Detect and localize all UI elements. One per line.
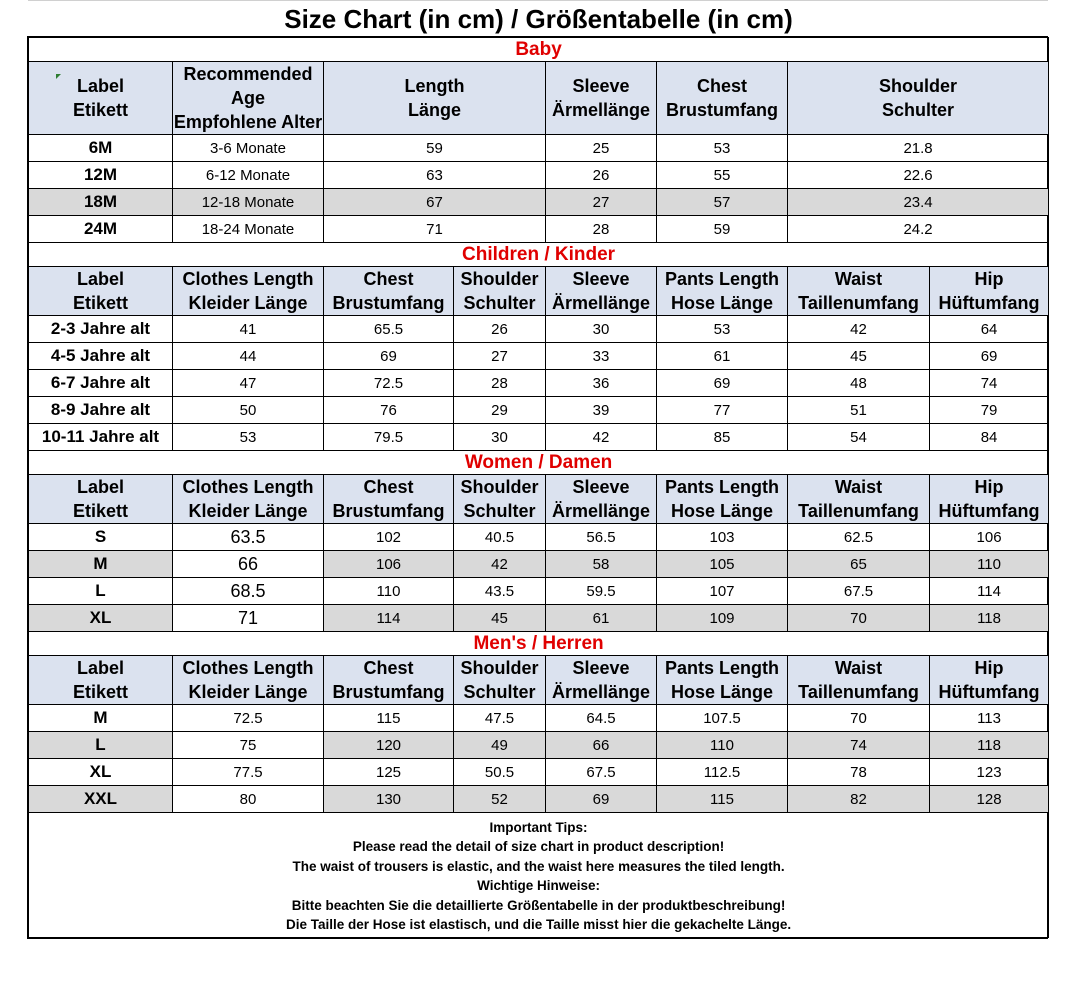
size-label-cell: 10-11 Jahre alt: [29, 424, 173, 451]
header-label-de: Etikett: [72, 501, 128, 521]
children-section-title: Children / Kinder: [29, 243, 1049, 267]
value-cell: 115: [324, 705, 454, 732]
value-cell: 79.5: [324, 424, 454, 451]
value-cell: 61: [546, 605, 657, 632]
tips-row: [29, 813, 1049, 938]
value-cell: 54: [788, 424, 930, 451]
value-cell: 69: [324, 343, 454, 370]
header-label-en: Sleeve: [572, 76, 630, 96]
column-header: [29, 62, 173, 135]
header-label-de: Brustumfang: [332, 682, 445, 702]
header-label-en: Label: [76, 76, 124, 96]
cell-comment-marker: [56, 74, 61, 79]
value-cell: 118: [930, 732, 1049, 759]
table-row: [29, 343, 1049, 370]
column-header: [173, 656, 324, 705]
value-cell: 47: [173, 370, 324, 397]
header-label-de: Hose Länge: [670, 682, 774, 702]
tip-line: Important Tips:: [489, 819, 588, 835]
size-table: [28, 37, 1049, 938]
value-cell: 22.6: [788, 162, 1049, 189]
column-header: [657, 475, 788, 524]
value-cell: 18-24 Monate: [173, 216, 324, 243]
value-cell: 66: [173, 551, 324, 578]
value-cell: 59: [324, 135, 546, 162]
value-cell: 75: [173, 732, 324, 759]
value-cell: 33: [546, 343, 657, 370]
value-cell: 65: [788, 551, 930, 578]
header-label-en: Clothes Length: [182, 477, 314, 497]
header-label-en: Waist: [834, 658, 883, 678]
value-cell: 85: [657, 424, 788, 451]
size-label-cell: 12M: [29, 162, 173, 189]
value-cell: 82: [788, 786, 930, 813]
column-header: [546, 656, 657, 705]
value-cell: 42: [454, 551, 546, 578]
table-row: [29, 370, 1049, 397]
value-cell: 74: [930, 370, 1049, 397]
table-row: [29, 786, 1049, 813]
header-label-de: Ärmellänge: [551, 293, 651, 313]
value-cell: 107.5: [657, 705, 788, 732]
value-cell: 84: [930, 424, 1049, 451]
header-label-en: Shoulder: [460, 269, 539, 289]
value-cell: 66: [546, 732, 657, 759]
header-label-en: Label: [76, 269, 124, 289]
value-cell: 43.5: [454, 578, 546, 605]
value-cell: 105: [657, 551, 788, 578]
value-cell: 72.5: [173, 705, 324, 732]
column-header: [788, 475, 930, 524]
value-cell: 114: [930, 578, 1049, 605]
value-cell: 53: [657, 316, 788, 343]
value-cell: 52: [454, 786, 546, 813]
column-header: [454, 656, 546, 705]
chart-title: Size Chart (in cm) / Größentabelle (in cm): [284, 4, 793, 34]
value-cell: 76: [324, 397, 454, 424]
value-cell: 45: [788, 343, 930, 370]
header-label-en: Pants Length: [664, 477, 779, 497]
value-cell: 55: [657, 162, 788, 189]
value-cell: 67.5: [546, 759, 657, 786]
header-label-de: Taillenumfang: [798, 682, 919, 702]
header-label-en: Hip: [974, 477, 1004, 497]
children-header-row: [29, 267, 1049, 316]
value-cell: 44: [173, 343, 324, 370]
value-cell: 79: [930, 397, 1049, 424]
table-row: [29, 578, 1049, 605]
header-label-en: Shoulder: [460, 658, 539, 678]
men-header-row: [29, 656, 1049, 705]
size-label-cell: XL: [29, 759, 173, 786]
header-label-en: Pants Length: [664, 658, 779, 678]
table-row: [29, 135, 1049, 162]
value-cell: 69: [930, 343, 1049, 370]
value-cell: 70: [788, 705, 930, 732]
header-label-en: Sleeve: [572, 477, 630, 497]
value-cell: 48: [788, 370, 930, 397]
size-label-cell: L: [29, 732, 173, 759]
column-header: [324, 267, 454, 316]
header-label-de: Brustumfang: [666, 100, 778, 120]
size-label-cell: 6M: [29, 135, 173, 162]
tip-line: The waist of trousers is elastic, and the waist here measures the tiled length.: [292, 858, 785, 874]
column-header: [657, 656, 788, 705]
header-label-en: Waist: [834, 269, 883, 289]
women-section-title: Women / Damen: [29, 451, 1049, 475]
header-label-de: Hüftumfang: [938, 682, 1040, 702]
column-header: [657, 267, 788, 316]
value-cell: 115: [657, 786, 788, 813]
value-cell: 58: [546, 551, 657, 578]
header-label-en: Chest: [363, 658, 414, 678]
header-label-en: Hip: [974, 658, 1004, 678]
baby-section-title: Baby: [29, 38, 1049, 62]
table-row: [29, 551, 1049, 578]
header-label-de: Kleider Länge: [188, 501, 308, 521]
value-cell: 53: [657, 135, 788, 162]
value-cell: 47.5: [454, 705, 546, 732]
column-header: [657, 62, 788, 135]
value-cell: 41: [173, 316, 324, 343]
value-cell: 65.5: [324, 316, 454, 343]
column-header: [930, 656, 1049, 705]
women-header-row: [29, 475, 1049, 524]
baby-header-row: [29, 62, 1049, 135]
value-cell: 110: [930, 551, 1049, 578]
column-header: [29, 267, 173, 316]
tip-line: Die Taille der Hose ist elastisch, und die Taille misst hier die gekachelte Länge.: [285, 917, 792, 932]
value-cell: 77: [657, 397, 788, 424]
header-label-de: Ärmellänge: [551, 682, 651, 702]
header-label-de: Etikett: [72, 293, 128, 313]
value-cell: 113: [930, 705, 1049, 732]
header-label-de: Etikett: [72, 100, 128, 120]
table-row: [29, 705, 1049, 732]
column-header: [788, 62, 1049, 135]
header-label-en: Shoulder: [460, 477, 539, 497]
size-label-cell: XL: [29, 605, 173, 632]
value-cell: 26: [546, 162, 657, 189]
header-label-de: Taillenumfang: [798, 293, 919, 313]
column-header: [930, 475, 1049, 524]
value-cell: 67: [324, 189, 546, 216]
header-label-en: Waist: [834, 477, 883, 497]
header-label-en: Recommended Age: [183, 64, 313, 108]
value-cell: 61: [657, 343, 788, 370]
header-label-de: Ärmellänge: [551, 100, 651, 120]
table-row: [29, 732, 1049, 759]
header-label-de: Empfohlene Alter: [173, 112, 323, 132]
top-rule: [28, 0, 1048, 1]
header-label-de: Kleider Länge: [188, 682, 308, 702]
table-row: [29, 162, 1049, 189]
header-label-de: Schulter: [882, 100, 955, 120]
value-cell: 71: [173, 605, 324, 632]
value-cell: 49: [454, 732, 546, 759]
header-label-de: Schulter: [463, 293, 536, 313]
value-cell: 27: [546, 189, 657, 216]
column-header: [454, 267, 546, 316]
tips-block: [29, 813, 1049, 938]
size-label-cell: XXL: [29, 786, 173, 813]
column-header: [788, 656, 930, 705]
value-cell: 63.5: [173, 524, 324, 551]
table-row: [29, 189, 1049, 216]
value-cell: 53: [173, 424, 324, 451]
value-cell: 27: [454, 343, 546, 370]
value-cell: 50: [173, 397, 324, 424]
value-cell: 114: [324, 605, 454, 632]
value-cell: 59.5: [546, 578, 657, 605]
tip-line: Please read the detail of size chart in product description!: [352, 839, 725, 854]
men-section-title: Men's / Herren: [29, 632, 1049, 656]
column-header: [454, 475, 546, 524]
value-cell: 74: [788, 732, 930, 759]
size-label-cell: M: [29, 551, 173, 578]
value-cell: 68.5: [173, 578, 324, 605]
header-label-en: Hip: [974, 269, 1004, 289]
value-cell: 107: [657, 578, 788, 605]
value-cell: 42: [788, 316, 930, 343]
header-label-de: Taillenumfang: [798, 501, 919, 521]
value-cell: 26: [454, 316, 546, 343]
header-label-de: Länge: [407, 100, 461, 120]
column-header: [324, 656, 454, 705]
value-cell: 120: [324, 732, 454, 759]
value-cell: 71: [324, 216, 546, 243]
value-cell: 62.5: [788, 524, 930, 551]
value-cell: 30: [546, 316, 657, 343]
size-chart: [27, 36, 1048, 939]
table-row: [29, 316, 1049, 343]
value-cell: 42: [546, 424, 657, 451]
header-label-de: Schulter: [463, 682, 536, 702]
header-label-de: Etikett: [72, 682, 128, 702]
header-label-de: Kleider Länge: [188, 293, 308, 313]
value-cell: 102: [324, 524, 454, 551]
value-cell: 110: [324, 578, 454, 605]
value-cell: 123: [930, 759, 1049, 786]
value-cell: 6-12 Monate: [173, 162, 324, 189]
value-cell: 59: [657, 216, 788, 243]
value-cell: 106: [324, 551, 454, 578]
value-cell: 78: [788, 759, 930, 786]
column-header: [29, 475, 173, 524]
value-cell: 69: [657, 370, 788, 397]
size-label-cell: M: [29, 705, 173, 732]
header-label-de: Brustumfang: [332, 501, 445, 521]
header-label-en: Pants Length: [664, 269, 779, 289]
value-cell: 28: [546, 216, 657, 243]
value-cell: 23.4: [788, 189, 1049, 216]
value-cell: 12-18 Monate: [173, 189, 324, 216]
tip-line: Wichtige Hinweise:: [477, 878, 600, 893]
header-label-en: Chest: [363, 477, 414, 497]
header-label-en: Clothes Length: [182, 269, 314, 289]
size-label-cell: 24M: [29, 216, 173, 243]
value-cell: 67.5: [788, 578, 930, 605]
header-label-en: Sleeve: [572, 658, 630, 678]
value-cell: 69: [546, 786, 657, 813]
header-label-de: Hüftumfang: [938, 501, 1040, 521]
value-cell: 110: [657, 732, 788, 759]
header-label-en: Sleeve: [572, 269, 630, 289]
value-cell: 50.5: [454, 759, 546, 786]
table-row: [29, 216, 1049, 243]
column-header: [173, 267, 324, 316]
size-label-cell: 4-5 Jahre alt: [29, 343, 173, 370]
table-row: [29, 605, 1049, 632]
value-cell: 77.5: [173, 759, 324, 786]
column-header: [173, 62, 324, 135]
value-cell: 109: [657, 605, 788, 632]
value-cell: 128: [930, 786, 1049, 813]
header-label-de: Ärmellänge: [551, 501, 651, 521]
women-section-row: [29, 451, 1049, 475]
column-header: [930, 267, 1049, 316]
header-label-en: Chest: [696, 76, 747, 96]
header-label-de: Hose Länge: [670, 501, 774, 521]
baby-section-row: [29, 38, 1049, 62]
value-cell: 3-6 Monate: [173, 135, 324, 162]
header-label-de: Hose Länge: [670, 293, 774, 313]
column-header: [324, 62, 546, 135]
value-cell: 56.5: [546, 524, 657, 551]
value-cell: 63: [324, 162, 546, 189]
value-cell: 45: [454, 605, 546, 632]
value-cell: 40.5: [454, 524, 546, 551]
size-label-cell: L: [29, 578, 173, 605]
value-cell: 28: [454, 370, 546, 397]
men-section-row: [29, 632, 1049, 656]
table-row: [29, 759, 1049, 786]
value-cell: 57: [657, 189, 788, 216]
value-cell: 106: [930, 524, 1049, 551]
value-cell: 30: [454, 424, 546, 451]
header-label-en: Label: [76, 477, 124, 497]
value-cell: 72.5: [324, 370, 454, 397]
header-label-en: Shoulder: [879, 76, 958, 96]
table-row: [29, 397, 1049, 424]
header-label-de: Brustumfang: [332, 293, 445, 313]
value-cell: 80: [173, 786, 324, 813]
size-label-cell: 6-7 Jahre alt: [29, 370, 173, 397]
size-label-cell: S: [29, 524, 173, 551]
value-cell: 21.8: [788, 135, 1049, 162]
value-cell: 70: [788, 605, 930, 632]
size-label-cell: 8-9 Jahre alt: [29, 397, 173, 424]
value-cell: 118: [930, 605, 1049, 632]
value-cell: 51: [788, 397, 930, 424]
column-header: [324, 475, 454, 524]
value-cell: 112.5: [657, 759, 788, 786]
value-cell: 25: [546, 135, 657, 162]
header-label-de: Schulter: [463, 501, 536, 521]
children-section-row: [29, 243, 1049, 267]
value-cell: 125: [324, 759, 454, 786]
header-label-de: Hüftumfang: [938, 293, 1040, 313]
value-cell: 39: [546, 397, 657, 424]
tip-line: Bitte beachten Sie die detaillierte Größentabelle in der produktbeschreibung!: [291, 897, 786, 913]
value-cell: 64: [930, 316, 1049, 343]
value-cell: 24.2: [788, 216, 1049, 243]
size-label-cell: 2-3 Jahre alt: [29, 316, 173, 343]
table-row: [29, 524, 1049, 551]
column-header: [546, 62, 657, 135]
column-header: [29, 656, 173, 705]
header-label-en: Length: [404, 76, 465, 96]
column-header: [173, 475, 324, 524]
column-header: [546, 267, 657, 316]
value-cell: 130: [324, 786, 454, 813]
value-cell: 64.5: [546, 705, 657, 732]
header-label-en: Label: [76, 658, 124, 678]
column-header: [546, 475, 657, 524]
column-header: [788, 267, 930, 316]
value-cell: 103: [657, 524, 788, 551]
value-cell: 29: [454, 397, 546, 424]
header-label-en: Clothes Length: [182, 658, 314, 678]
header-label-en: Chest: [363, 269, 414, 289]
size-label-cell: 18M: [29, 189, 173, 216]
table-row: [29, 424, 1049, 451]
value-cell: 36: [546, 370, 657, 397]
